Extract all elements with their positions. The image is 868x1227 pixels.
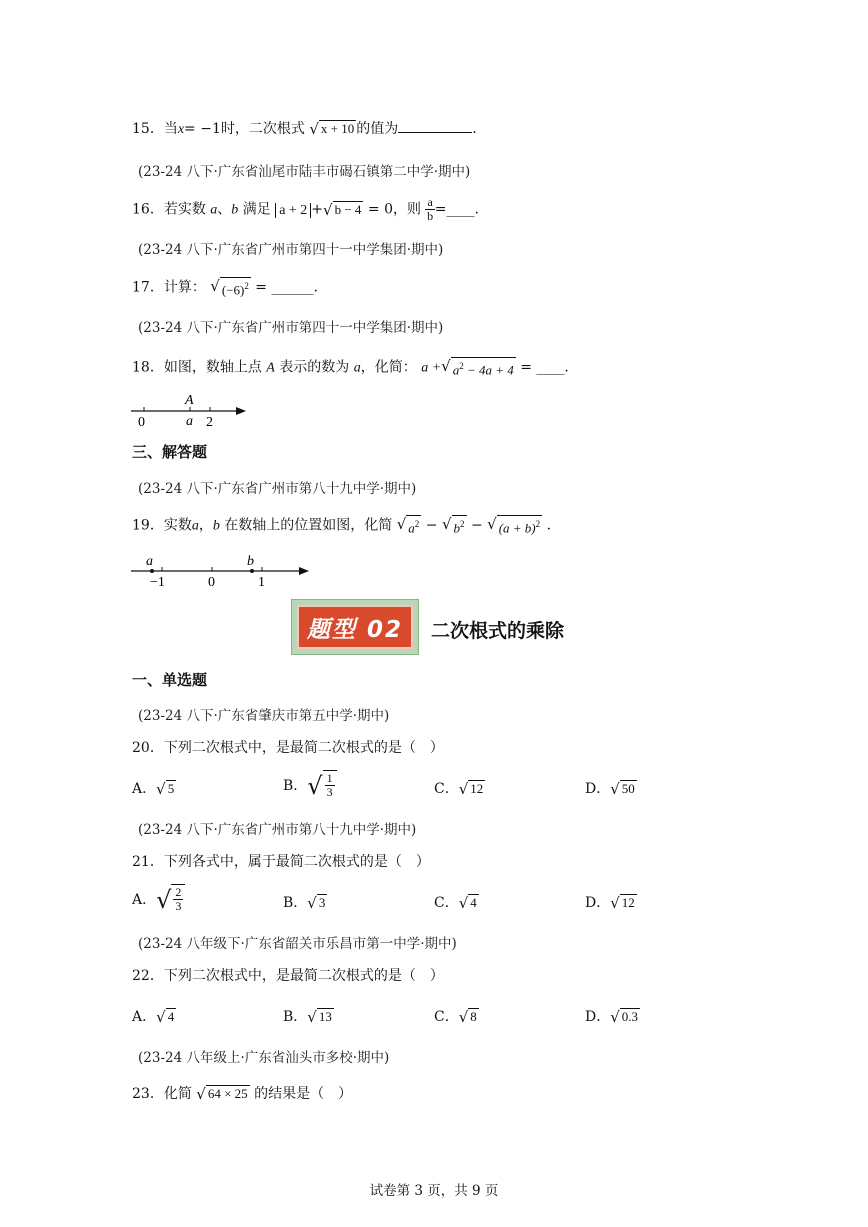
tick-label-0: 0 xyxy=(208,575,215,588)
question-20: 20．下列二次根式中，是最简二次根式的是（ ） xyxy=(132,740,444,756)
point-label-b: b xyxy=(247,554,254,569)
point-label-a: a xyxy=(186,414,193,429)
page-footer: 试卷第 3 页，共 9 页 xyxy=(369,1183,499,1199)
option-D[interactable]: D． √ 12 xyxy=(585,894,635,912)
tick-label-2: 2 xyxy=(206,415,213,430)
option-C[interactable]: C． √ 4 xyxy=(434,894,477,912)
section-heading-answer: 三、解答题 xyxy=(132,443,208,461)
source-23: (23-24 八年级上·广东省汕头市多校·期中) xyxy=(138,1050,390,1066)
sqrt-expression: √ b − 4 xyxy=(323,200,362,219)
tick-label-neg1: −1 xyxy=(150,575,165,588)
fraction-a-over-b: $\frac{a}{b}$ xyxy=(427,195,434,223)
source-17: (23-24 八下·广东省广州市第四十一中学集团·期中) xyxy=(138,320,444,336)
question-22: 22．下列二次根式中，是最简二次根式的是（ ） xyxy=(132,968,444,984)
question-17: 17．计算： √ $(-6)^2$ = ______. xyxy=(132,277,318,298)
tick-label-1: 1 xyxy=(258,575,265,588)
tick-label-0: 0 xyxy=(138,415,145,430)
source-15: (23-24 八下·广东省汕尾市陆丰市碣石镇第二中学·期中) xyxy=(138,164,471,180)
option-B[interactable]: B． √ $\frac{1}{3}$ xyxy=(283,770,337,802)
sqrt-expression: √ x + 10 xyxy=(309,120,355,138)
question-19: 19．实数a，b 在数轴上的位置如图，化简 √ $a^2$ − √ $b^2$ − √ $(a + b)^2$ . xyxy=(132,515,552,536)
sqrt-expression: √ $(-6)^2$ xyxy=(210,277,249,298)
option-B[interactable]: B． √ 13 xyxy=(283,1008,332,1026)
point-label-a: a xyxy=(146,554,153,569)
topic-title: 二次根式的乘除 xyxy=(431,620,565,642)
option-A[interactable]: A． √ 5 xyxy=(132,780,175,798)
source-20: (23-24 八下·广东省肇庆市第五中学·期中) xyxy=(138,708,390,724)
source-16: (23-24 八下·广东省广州市第四十一中学集团·期中) xyxy=(138,242,444,258)
number-line-18 xyxy=(128,390,258,430)
source-21: (23-24 八下·广东省广州市第八十九中学·期中) xyxy=(138,822,417,838)
option-C[interactable]: C． √ 8 xyxy=(434,1008,477,1026)
option-B[interactable]: B． √ 3 xyxy=(283,894,326,912)
option-A[interactable]: A． √ 4 xyxy=(132,1008,175,1026)
source-19: (23-24 八下·广东省广州市第八十九中学·期中) xyxy=(138,481,417,497)
source-22: (23-24 八年级下·广东省韶关市乐昌市第一中学·期中) xyxy=(138,936,457,952)
question-23: 23．化简 √ 64 × 25 的结果是（ ） xyxy=(132,1085,353,1103)
question-18: 18．如图，数轴上点 A 表示的数为 a，化简： a + √ $a^2 - 4a + 4$ = ____. xyxy=(132,357,569,378)
option-D[interactable]: D． √ 0.3 xyxy=(585,1008,639,1026)
section-heading-single-choice: 一、单选题 xyxy=(132,671,208,689)
option-D[interactable]: D． √ 50 xyxy=(585,780,635,798)
question-15: 15．当x= −1时，二次根式 √ x + 10 的值为 . xyxy=(132,120,477,138)
topic-badge: 题型 02 xyxy=(291,599,419,655)
sqrt-expression: √ $a^2 - 4a + 4$ xyxy=(441,357,514,378)
answer-blank xyxy=(398,118,472,133)
question-21: 21．下列各式中，属于最简二次根式的是（ ） xyxy=(132,854,430,870)
question-16: 16．若实数 a、b 满足 a + 2 + √ b − 4 = 0，则 $\frac{a}{b}$ =____. xyxy=(132,195,479,223)
sqrt-expression: √ 64 × 25 xyxy=(196,1085,248,1103)
number-line-19 xyxy=(128,548,318,588)
absolute-value: a + 2 xyxy=(275,203,311,218)
point-label-A: A xyxy=(185,393,194,408)
option-C[interactable]: C． √ 12 xyxy=(434,780,484,798)
option-A[interactable]: A． √ $\frac{2}{3}$ xyxy=(132,884,185,916)
